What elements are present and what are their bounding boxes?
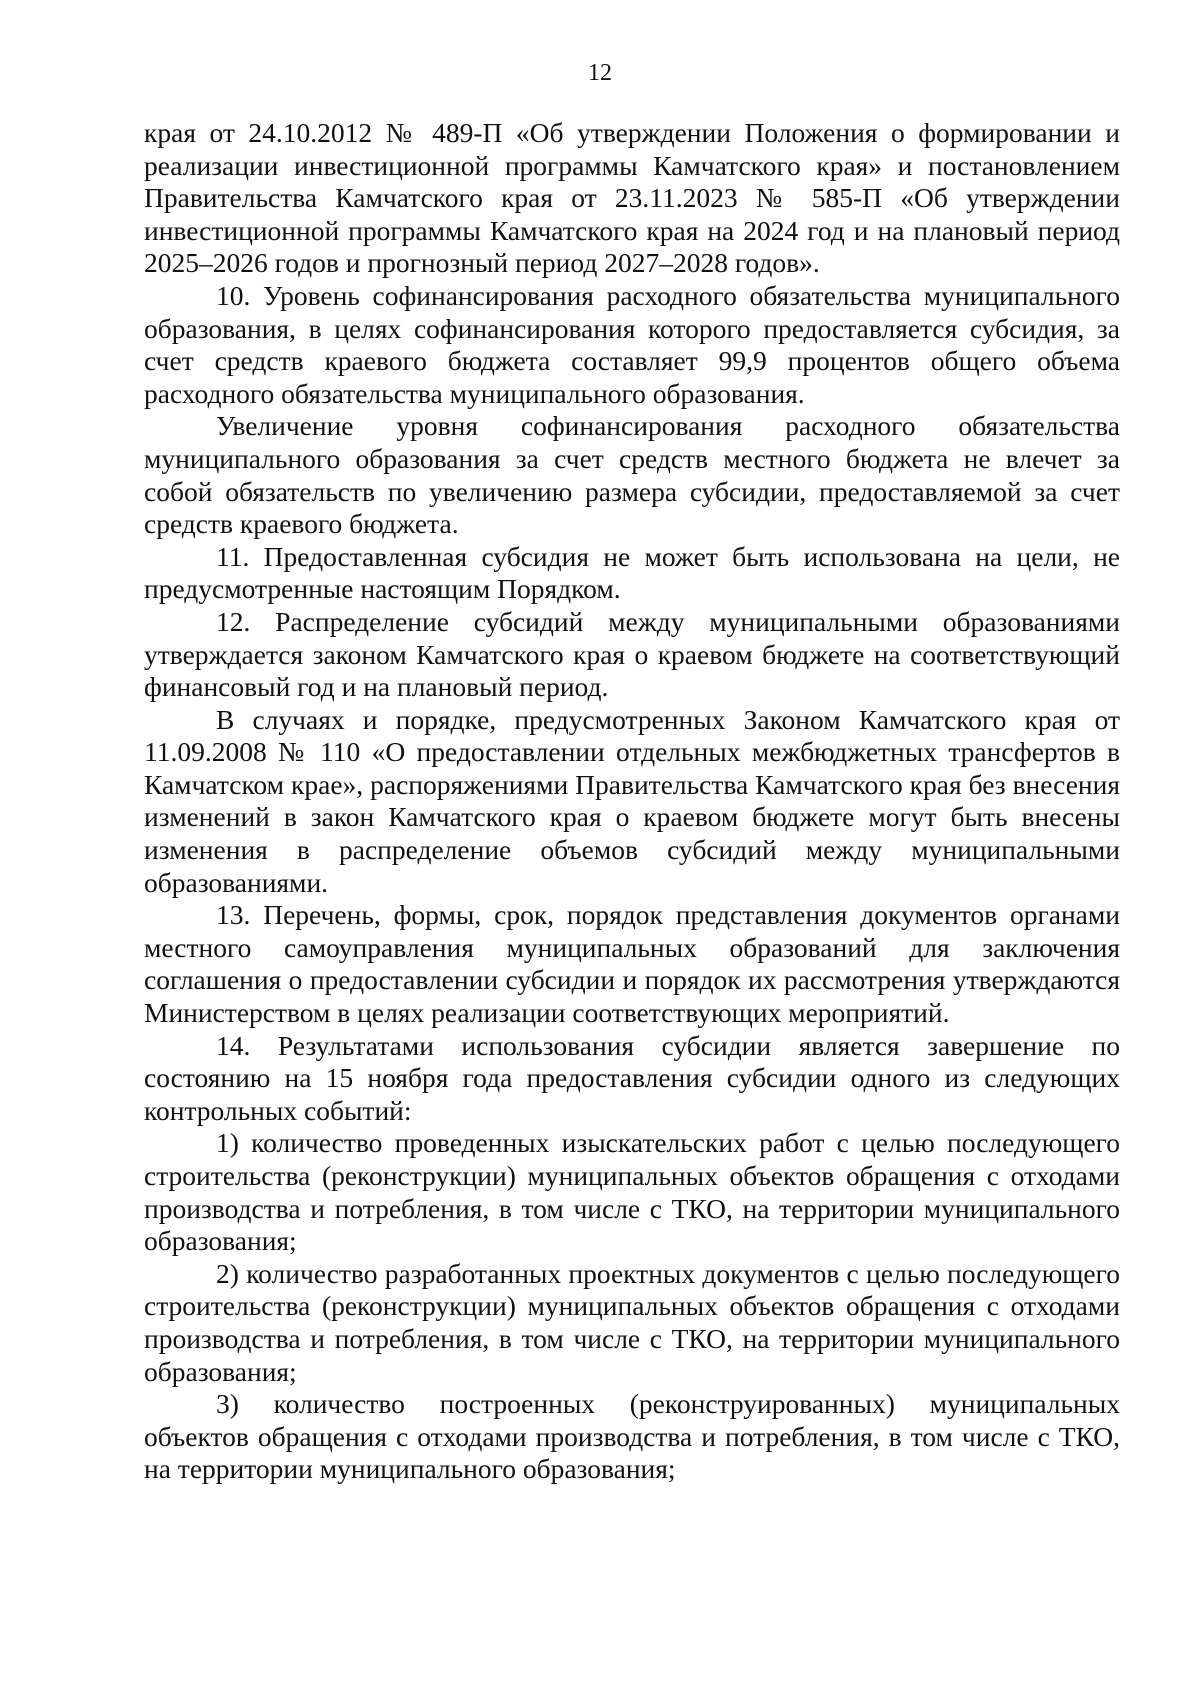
page-number: 12	[588, 60, 612, 86]
paragraph-item-11: 11. Предоставленная субсидия не может быть использована на цели, не предусмотренные настоящим Порядком.	[144, 540, 1120, 605]
paragraph-item-14: 14. Результатами использования субсидии является завершение по состоянию на 15 ноября года предоставления субсидии одного из следующих контрольных событий:	[144, 1029, 1120, 1126]
paragraph-continuation: края от 24.10.2012 № 489-П «Об утверждении Положения о формировании и реализации инвестиционной программы Камчатского края» и постановлением Правительства Камчатского края от 23.11.2023 № 585-П «Об утверждении инвестиционной программы Камчатского края на 2024 год и на плановый период 2025–2026 годов и прогнозный период 2027–2028 годов».	[144, 117, 1120, 279]
paragraph-distribution-changes: В случаях и порядке, предусмотренных Законом Камчатского края от 11.09.2008 № 110 «О предоставлении отдельных межбюджетных трансфертов в Камчатском крае», распоряжениями Правительства Камчатского края без внесения изменений в закон Камчатского края о краевом бюджете могут быть внесены изменения в распределение объемов субсидий между муниципальными образованиями.	[144, 703, 1120, 898]
document-body	[144, 117, 1120, 1486]
paragraph-item-13: 13. Перечень, формы, срок, порядок представления документов органами местного самоуправления муниципальных образований для заключения соглашения о предоставлении субсидии и порядок их рассмотрения утверждаются Министерством в целях реализации соответствующих мероприятий.	[144, 899, 1120, 1029]
list-item-3: 3) количество построенных (реконструированных) муниципальных объектов обращения с отходами производства и потребления, в том числе с ТКО, на территории муниципального образования;	[144, 1388, 1120, 1485]
paragraph-item-10: 10. Уровень софинансирования расходного обязательства муниципального образования, в целях софинансирования которого предоставляется субсидия, за счет средств краевого бюджета составляет 99,9 процентов общего объема расходного обязательства муниципального образования.	[144, 279, 1120, 409]
list-item-1: 1) количество проведенных изыскательских работ с целью последующего строительства (реконструкции) муниципальных объектов обращения с отходами производства и потребления, в том числе с ТКО, на территории муниципального образования;	[144, 1127, 1120, 1257]
paragraph-item-12: 12. Распределение субсидий между муниципальными образованиями утверждается законом Камчатского края о краевом бюджете на соответствующий финансовый год и на плановый период.	[144, 605, 1120, 703]
paragraph-cofinancing-increase: Увеличение уровня софинансирования расходного обязательства муниципального образования за счет средств местного бюджета не влечет за собой обязательств по увеличению размера субсидии, предоставляемой за счет средств краевого бюджета.	[144, 410, 1120, 540]
list-item-2: 2) количество разработанных проектных документов с целью последующего строительства (реконструкции) муниципальных объектов обращения с отходами производства и потребления, в том числе с ТКО, на территории муниципального образования;	[144, 1257, 1120, 1387]
